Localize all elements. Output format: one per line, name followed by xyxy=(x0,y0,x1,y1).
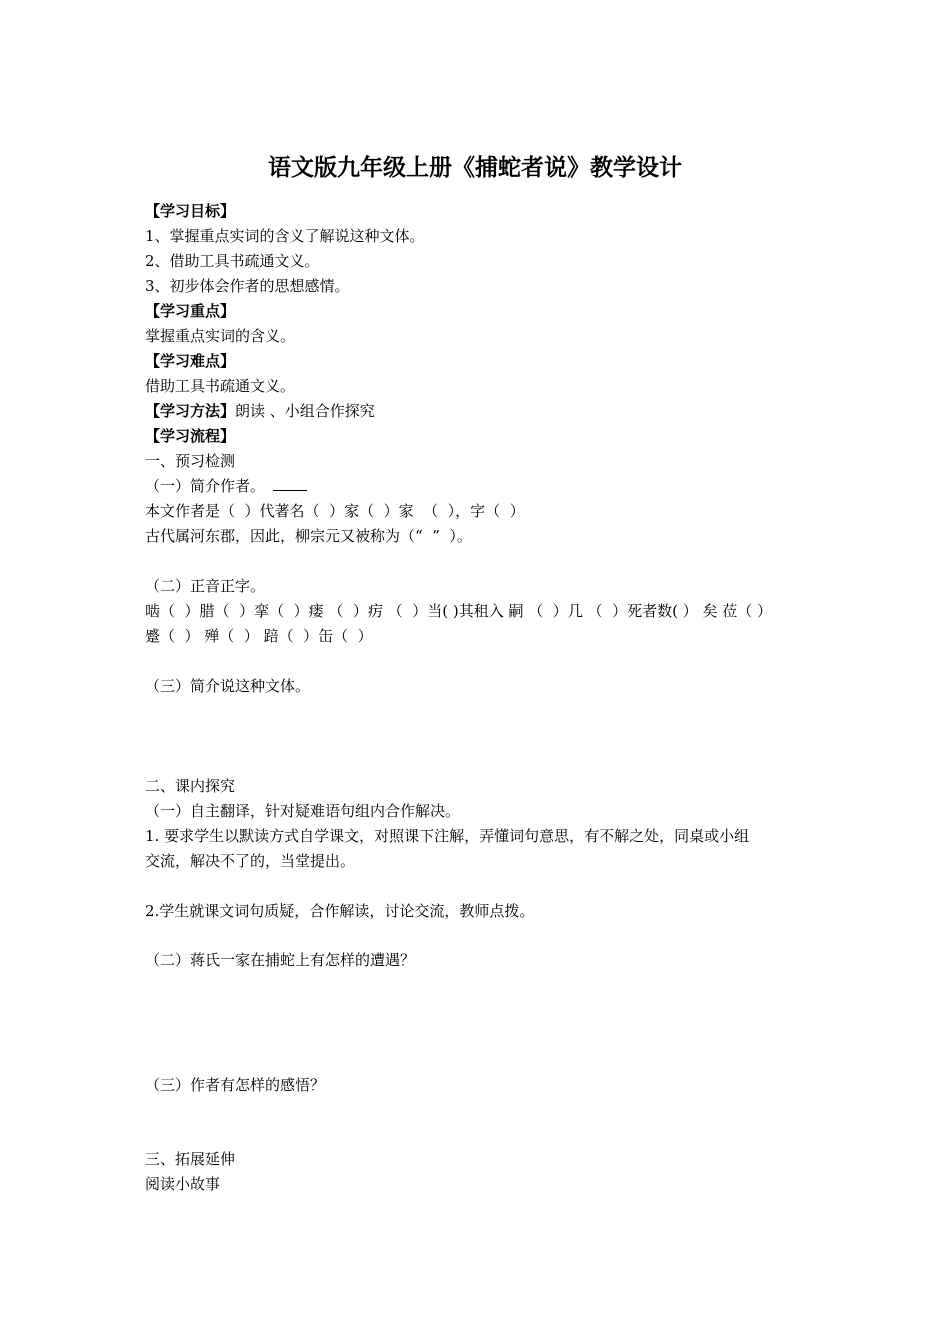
s2-q1-text: 1. 要求学生以默读方式自学课文，对照课下注解，弄懂词句意思，有不解之处，同桌或小组 xyxy=(145,827,750,845)
goals-heading: 【学习目标】 xyxy=(145,202,236,220)
s1-q2-title: （二）正音正字。 xyxy=(145,577,266,595)
goal-item: 1、掌握重点实词的含义了解说这种文体。 xyxy=(145,227,425,245)
goal-item: 3、初步体会作者的思想感情。 xyxy=(145,277,350,295)
process-heading: 【学习流程】 xyxy=(145,427,236,445)
answer-blank xyxy=(273,476,307,491)
s3-text: 阅读小故事 xyxy=(145,1175,221,1193)
s1-q2-text: 蹙（ ） 殚（ ） 踣（ ）缶（ ） xyxy=(145,627,373,645)
s2-q2-title: （二）蒋氏一家在捕蛇上有怎样的遭遇？ xyxy=(145,951,416,969)
method-text: 朗读 、小组合作探究 xyxy=(235,402,375,420)
s1-q2-text: 啮（ ）腊（ ）挛（ ）瘘 （ ）疠 （ ）当( )其租入 嗣 （ ）几 （ ）死者数( ） 矣 莅（ ） xyxy=(145,602,772,620)
s1-q1-text: 古代属河东郡，因此，柳宗元又被称为（“ ” ）。 xyxy=(145,527,472,545)
s2-q1-title: （一）自主翻译，针对疑难语句组内合作解决。 xyxy=(145,802,461,820)
s1-q1-title: （一）简介作者。 xyxy=(145,477,266,495)
s2-q1-text: 2.学生就课文词句质疑，合作解读，讨论交流，教师点拨。 xyxy=(145,902,535,920)
s2-q1-text: 交流，解决不了的，当堂提出。 xyxy=(145,852,356,870)
method-line xyxy=(145,401,825,421)
difficulty-heading: 【学习难点】 xyxy=(145,352,236,370)
method-heading: 【学习方法】 xyxy=(145,402,236,420)
difficulty-text: 借助工具书疏通文义。 xyxy=(145,377,296,395)
s1-q3-title: （三）简介说这种文体。 xyxy=(145,677,311,695)
section-1-title: 一、预习检测 xyxy=(145,452,236,470)
section-2-title: 二、课内探究 xyxy=(145,777,236,795)
key-heading: 【学习重点】 xyxy=(145,302,236,320)
goal-item: 2、借助工具书疏通文义。 xyxy=(145,252,320,270)
s1-q1-line xyxy=(145,476,825,496)
document-title: 语文版九年级上册《捕蛇者说》教学设计 xyxy=(268,155,682,181)
key-text: 掌握重点实词的含义。 xyxy=(145,327,296,345)
s2-q3-title: （三）作者有怎样的感悟？ xyxy=(145,1076,326,1094)
s1-q1-text: 本文作者是（ ）代著名（ ）家（ ）家 （ ），字（ ） xyxy=(145,502,525,520)
section-3-title: 三、拓展延伸 xyxy=(145,1150,236,1168)
